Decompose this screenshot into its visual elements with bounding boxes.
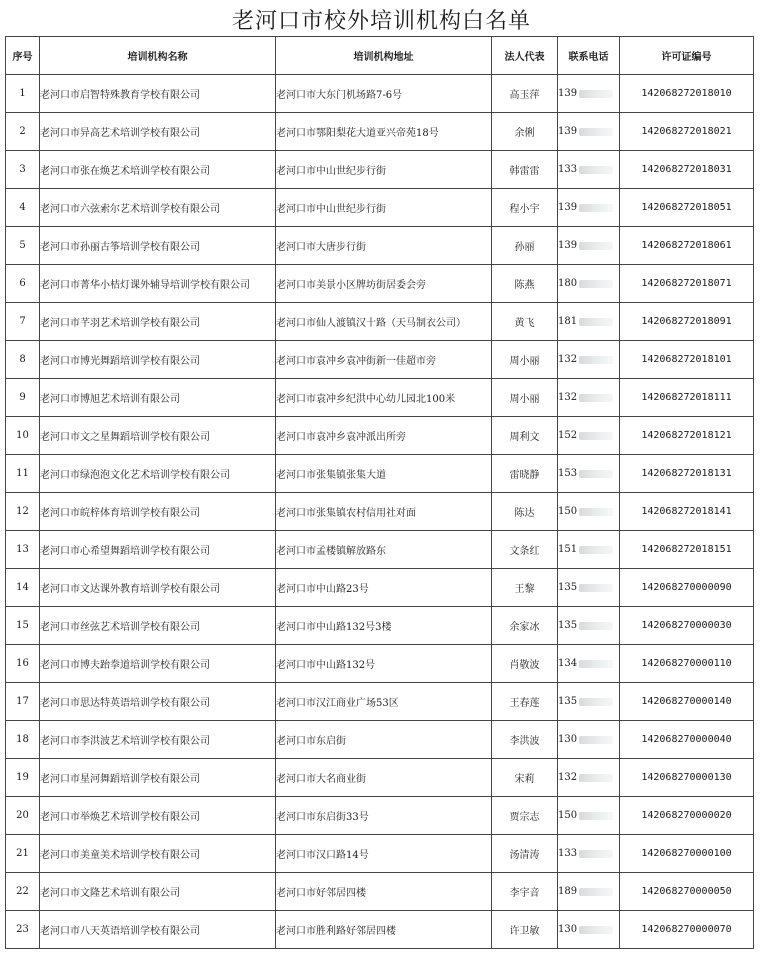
row-phone <box>558 607 620 645</box>
phone-prefix: 152 <box>558 430 578 441</box>
phone-prefix: 135 <box>558 582 578 593</box>
header-name: 培训机构名称 <box>40 37 276 75</box>
row-seq: 18 <box>6 721 40 759</box>
row-institution-name: 老河口市文达课外教育培训学校有限公司 <box>40 569 276 607</box>
row-seq: 13 <box>6 531 40 569</box>
table-row <box>6 759 754 797</box>
row-seq: 1 <box>6 75 40 113</box>
row-seq: 22 <box>6 873 40 911</box>
header-license: 许可证编号 <box>620 37 754 75</box>
row-address: 老河口市好邻居四楼 <box>276 873 492 911</box>
phone-redaction-mask <box>579 90 613 98</box>
row-phone <box>558 265 620 303</box>
row-representative: 黄飞 <box>492 303 558 341</box>
row-seq: 10 <box>6 417 40 455</box>
phone-redaction-mask <box>579 318 613 326</box>
row-license: 142068270000050 <box>620 873 754 911</box>
row-phone <box>558 911 620 949</box>
row-license: 142068270000140 <box>620 683 754 721</box>
row-representative: 周小丽 <box>492 341 558 379</box>
phone-redaction-mask <box>579 584 613 592</box>
table-row <box>6 75 754 113</box>
row-institution-name: 老河口市思达特英语培训学校有限公司 <box>40 683 276 721</box>
row-phone <box>558 531 620 569</box>
table-row <box>6 645 754 683</box>
row-license: 142068272018051 <box>620 189 754 227</box>
document-title: 老河口市校外培训机构白名单 <box>231 9 531 34</box>
phone-redaction-mask <box>579 546 613 554</box>
row-license: 142068272018071 <box>620 265 754 303</box>
row-address: 老河口市中山路132号 <box>276 645 492 683</box>
row-seq: 11 <box>6 455 40 493</box>
phone-prefix: 134 <box>558 658 578 669</box>
phone-redaction-mask <box>579 850 613 858</box>
row-representative: 周小丽 <box>492 379 558 417</box>
row-address: 老河口市大唐步行街 <box>276 227 492 265</box>
row-phone <box>558 569 620 607</box>
row-representative: 李宇音 <box>492 873 558 911</box>
row-license: 142068272018031 <box>620 151 754 189</box>
row-address: 老河口市汉江商业广场53区 <box>276 683 492 721</box>
phone-redaction-mask <box>579 204 613 212</box>
row-address: 老河口市张集镇农村信用社对面 <box>276 493 492 531</box>
phone-prefix: 189 <box>558 886 578 897</box>
row-license: 142068270000040 <box>620 721 754 759</box>
row-license: 142068272018101 <box>620 341 754 379</box>
row-phone <box>558 683 620 721</box>
row-representative: 周利文 <box>492 417 558 455</box>
row-address: 老河口市美景小区牌坊街居委会旁 <box>276 265 492 303</box>
row-institution-name: 老河口市孙丽古筝培训学校有限公司 <box>40 227 276 265</box>
phone-redaction-mask <box>579 508 613 516</box>
row-phone <box>558 417 620 455</box>
row-phone <box>558 873 620 911</box>
row-institution-name: 老河口市星河舞蹈培训学校有限公司 <box>40 759 276 797</box>
phone-redaction-mask <box>579 926 613 934</box>
row-seq: 21 <box>6 835 40 873</box>
phone-prefix: 139 <box>558 240 578 251</box>
row-institution-name: 老河口市李洪波艺术培训学校有限公司 <box>40 721 276 759</box>
table-row <box>6 721 754 759</box>
row-seq: 19 <box>6 759 40 797</box>
row-address: 老河口市东启街33号 <box>276 797 492 835</box>
row-phone <box>558 113 620 151</box>
table-row <box>6 341 754 379</box>
row-representative: 李洪波 <box>492 721 558 759</box>
row-address: 老河口市东启街 <box>276 721 492 759</box>
row-institution-name: 老河口市六弦索尔艺术培训学校有限公司 <box>40 189 276 227</box>
row-phone <box>558 835 620 873</box>
row-license: 142068272018131 <box>620 455 754 493</box>
phone-redaction-mask <box>579 812 613 820</box>
phone-redaction-mask <box>579 660 613 668</box>
row-institution-name: 老河口市博旭艺术培训有限公司 <box>40 379 276 417</box>
phone-prefix: 135 <box>558 620 578 631</box>
row-seq: 16 <box>6 645 40 683</box>
row-phone <box>558 75 620 113</box>
row-address: 老河口市中山路132号3楼 <box>276 607 492 645</box>
row-phone <box>558 493 620 531</box>
phone-prefix: 132 <box>558 392 578 403</box>
row-seq: 3 <box>6 151 40 189</box>
row-representative: 韩雷雷 <box>492 151 558 189</box>
row-license: 142068270000020 <box>620 797 754 835</box>
table-row <box>6 531 754 569</box>
table-row <box>6 417 754 455</box>
header-row <box>6 37 754 75</box>
row-institution-name: 老河口市绿泡泡文化艺术培训学校有限公司 <box>40 455 276 493</box>
table-row <box>6 303 754 341</box>
table-row <box>6 379 754 417</box>
row-address: 老河口市袁冲乡袁冲派出所旁 <box>276 417 492 455</box>
row-seq: 23 <box>6 911 40 949</box>
table-row <box>6 873 754 911</box>
row-license: 142068272018091 <box>620 303 754 341</box>
table-row <box>6 455 754 493</box>
phone-prefix: 132 <box>558 772 578 783</box>
row-representative: 王春莲 <box>492 683 558 721</box>
table-row <box>6 797 754 835</box>
row-license: 142068270000090 <box>620 569 754 607</box>
row-phone <box>558 189 620 227</box>
row-address: 老河口市孟楼镇解放路东 <box>276 531 492 569</box>
row-institution-name: 老河口市张在焕艺术培训学校有限公司 <box>40 151 276 189</box>
row-seq: 9 <box>6 379 40 417</box>
row-license: 142068270000030 <box>620 607 754 645</box>
row-seq: 6 <box>6 265 40 303</box>
table-row <box>6 189 754 227</box>
row-phone <box>558 797 620 835</box>
row-seq: 15 <box>6 607 40 645</box>
row-institution-name: 老河口市芊羽艺术培训学校有限公司 <box>40 303 276 341</box>
header-phone: 联系电话 <box>558 37 620 75</box>
row-license: 142068272018141 <box>620 493 754 531</box>
row-seq: 17 <box>6 683 40 721</box>
row-representative: 汤清涛 <box>492 835 558 873</box>
table-row <box>6 227 754 265</box>
row-address: 老河口市大东门机场路7-6号 <box>276 75 492 113</box>
phone-prefix: 130 <box>558 924 578 935</box>
row-license: 142068272018021 <box>620 113 754 151</box>
row-institution-name: 老河口市心希望舞蹈培训学校有限公司 <box>40 531 276 569</box>
row-seq: 7 <box>6 303 40 341</box>
phone-redaction-mask <box>579 128 613 136</box>
phone-redaction-mask <box>579 280 613 288</box>
header-address: 培训机构地址 <box>276 37 492 75</box>
row-institution-name: 老河口市启智特殊教育学校有限公司 <box>40 75 276 113</box>
phone-prefix: 150 <box>558 810 578 821</box>
header-seq: 序号 <box>6 37 40 75</box>
table-row <box>6 493 754 531</box>
phone-prefix: 139 <box>558 88 578 99</box>
row-address: 老河口市中山世纪步行街 <box>276 151 492 189</box>
row-institution-name: 老河口市菁华小桔灯课外辅导培训学校有限公司 <box>40 265 276 303</box>
row-license: 142068272018151 <box>620 531 754 569</box>
phone-prefix: 150 <box>558 506 578 517</box>
row-license: 142068270000130 <box>620 759 754 797</box>
row-phone <box>558 227 620 265</box>
row-address: 老河口市大名商业街 <box>276 759 492 797</box>
row-phone <box>558 341 620 379</box>
row-representative: 许卫敏 <box>492 911 558 949</box>
row-address: 老河口市张集镇张集大道 <box>276 455 492 493</box>
phone-redaction-mask <box>579 356 613 364</box>
phone-redaction-mask <box>579 622 613 630</box>
row-address: 老河口市汉口路14号 <box>276 835 492 873</box>
row-license: 142068270000110 <box>620 645 754 683</box>
table-row <box>6 835 754 873</box>
phone-prefix: 133 <box>558 164 578 175</box>
phone-redaction-mask <box>579 166 613 174</box>
phone-redaction-mask <box>579 774 613 782</box>
row-phone <box>558 721 620 759</box>
row-address: 老河口市袁冲乡纪洪中心幼儿园北100米 <box>276 379 492 417</box>
row-representative: 陈达 <box>492 493 558 531</box>
phone-prefix: 133 <box>558 848 578 859</box>
row-seq: 8 <box>6 341 40 379</box>
row-representative: 陈燕 <box>492 265 558 303</box>
table-row <box>6 113 754 151</box>
phone-redaction-mask <box>579 470 613 478</box>
table-row <box>6 911 754 949</box>
table-row <box>6 569 754 607</box>
row-phone <box>558 645 620 683</box>
row-institution-name: 老河口市举焕艺术培训学校有限公司 <box>40 797 276 835</box>
row-institution-name: 老河口市博夫跆拳道培训学校有限公司 <box>40 645 276 683</box>
row-seq: 2 <box>6 113 40 151</box>
row-representative: 王黎 <box>492 569 558 607</box>
row-address: 老河口市仙人渡镇汉十路（天马制衣公司） <box>276 303 492 341</box>
phone-prefix: 139 <box>558 126 578 137</box>
row-representative: 贾宗志 <box>492 797 558 835</box>
row-license: 142068272018010 <box>620 75 754 113</box>
row-phone <box>558 379 620 417</box>
phone-prefix: 181 <box>558 316 578 327</box>
row-institution-name: 老河口市八天英语培训学校有限公司 <box>40 911 276 949</box>
phone-prefix: 139 <box>558 202 578 213</box>
row-representative: 余俐 <box>492 113 558 151</box>
phone-redaction-mask <box>579 394 613 402</box>
row-representative: 雷晓静 <box>492 455 558 493</box>
row-representative: 孙丽 <box>492 227 558 265</box>
phone-redaction-mask <box>579 698 613 706</box>
row-address: 老河口市胜利路好邻居四楼 <box>276 911 492 949</box>
row-institution-name: 老河口市博光舞蹈培训学校有限公司 <box>40 341 276 379</box>
phone-redaction-mask <box>579 888 613 896</box>
row-phone <box>558 151 620 189</box>
row-institution-name: 老河口市异高艺术培训学校有限公司 <box>40 113 276 151</box>
row-license: 142068272018121 <box>620 417 754 455</box>
row-address: 老河口市中山世纪步行街 <box>276 189 492 227</box>
row-representative: 余家冰 <box>492 607 558 645</box>
row-representative: 宋莉 <box>492 759 558 797</box>
phone-prefix: 180 <box>558 278 578 289</box>
row-seq: 4 <box>6 189 40 227</box>
row-institution-name: 老河口市文隆艺术培训有限公司 <box>40 873 276 911</box>
row-institution-name: 老河口市皖梓体育培训学校有限公司 <box>40 493 276 531</box>
row-representative: 程小宇 <box>492 189 558 227</box>
header-representative: 法人代表 <box>492 37 558 75</box>
phone-prefix: 132 <box>558 354 578 365</box>
phone-redaction-mask <box>579 736 613 744</box>
row-license: 142068272018111 <box>620 379 754 417</box>
row-institution-name: 老河口市文之星舞蹈培训学校有限公司 <box>40 417 276 455</box>
row-representative: 高玉萍 <box>492 75 558 113</box>
row-representative: 肖敬波 <box>492 645 558 683</box>
row-seq: 14 <box>6 569 40 607</box>
phone-prefix: 135 <box>558 696 578 707</box>
phone-prefix: 151 <box>558 544 578 555</box>
row-phone <box>558 455 620 493</box>
row-seq: 12 <box>6 493 40 531</box>
row-seq: 20 <box>6 797 40 835</box>
row-license: 142068272018061 <box>620 227 754 265</box>
row-license: 142068270000070 <box>620 911 754 949</box>
phone-redaction-mask <box>579 432 613 440</box>
row-phone <box>558 759 620 797</box>
row-phone <box>558 303 620 341</box>
row-seq: 5 <box>6 227 40 265</box>
table-row <box>6 265 754 303</box>
phone-prefix: 130 <box>558 734 578 745</box>
row-license: 142068270000100 <box>620 835 754 873</box>
whitelist-table <box>5 36 754 949</box>
row-institution-name: 老河口市美童美术培训学校有限公司 <box>40 835 276 873</box>
table-row <box>6 151 754 189</box>
row-institution-name: 老河口市丝弦艺术培训学校有限公司 <box>40 607 276 645</box>
table-row <box>6 607 754 645</box>
row-address: 老河口市中山路23号 <box>276 569 492 607</box>
row-address: 老河口市袁冲乡袁冲街新一佳超市旁 <box>276 341 492 379</box>
table-row <box>6 683 754 721</box>
phone-redaction-mask <box>579 242 613 250</box>
phone-prefix: 153 <box>558 468 578 479</box>
row-representative: 文条红 <box>492 531 558 569</box>
row-address: 老河口市鄂阳梨花大道亚兴帝苑18号 <box>276 113 492 151</box>
